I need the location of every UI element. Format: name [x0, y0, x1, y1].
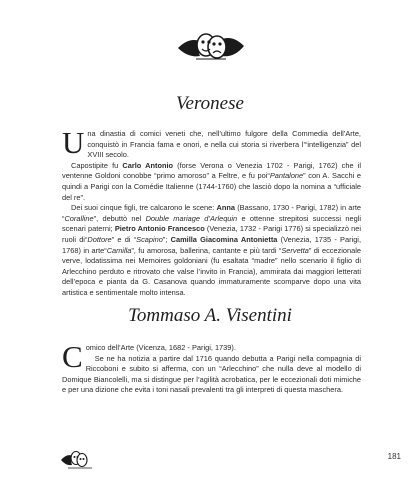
section-title-veronese: Veronese: [176, 93, 244, 114]
person-name: Anna: [216, 203, 235, 213]
drop-cap: U: [62, 125, 85, 160]
person-name: Camilla Giacomina Antonietta: [170, 234, 278, 244]
paragraph-career: Se ne ha notizia a partire dal 1716 quando debutta a Parigi nella compagnia di Riccoboni e subito si afferma, con un “Arlecchino” che nulla deve al modello di Domique Biancolelli, ma si distingue per l’agilità acrobatica, per le eccezionali doti mimiche e per una dizione che evita i toni nasali prevalenti tra gli interpreti di questa maschera.: [62, 353, 361, 395]
section-body-visentini: [62, 339, 361, 396]
section-body-veronese: [62, 125, 362, 299]
intro-paragraph: Comico dell’Arte (Vicenza, 1682 - Parigi, 1739).: [62, 339, 236, 374]
page-number: 181: [387, 452, 401, 461]
person-name: Pietro Antonio Francesco: [114, 224, 205, 234]
section-title-visentini: Tommaso A. Visentini: [128, 305, 292, 326]
masks-ornament-icon: [60, 448, 94, 470]
paragraph-carlo-antonio: Capostipite fu Carlo Antonio (forse Verona o Venezia 1702 - Parigi, 1762) che il ventenne Goldoni conobbe “primo amoroso” a Feltre, e fu poi“Pantalone” con A. Sacchi e quindi a Parigi con la Comédie Italienne (1744-1760) che lasciò dopo la nomina a “ufficiale del re”.: [62, 160, 361, 202]
intro-paragraph: Una dinastia di comici veneti che, nell’ultimo fulgore della Commedia dell’Arte, conquistò in Francia fama e onori, e nella cui storia si riverbera l’“intelligenzia” del XVIII secolo.: [62, 125, 361, 160]
person-name: Carlo Antonio: [122, 160, 174, 170]
theatre-masks-ornament-icon: [176, 28, 246, 64]
paragraph-children: Dei suoi cinque figli, tre calcarono le scene: Anna (Bassano, 1730 - Parigi, 1782) in arte “Coralline”, debuttò nel Double mariage d’Arlequin e ottenne strepitosi successi negli scenari paterni; Pietro Antonio Francesco (Venezia, 1732 - Parigi 1776) si specializzò nei ruoli di“Dottore” e di “Scapino”; Camilla Giacomina Antonietta (Venezia, 1735 - Parigi, 1768) in arte“Camilla”, fu amorosa, ballerina, cantante e più tardi “Servetta” di eccezionale verve, lodatissima nei Memoires goldoniani (fu esaltata “madre” nello scenario il figlio di Arlecchino perduto e ritrovato che valse l’invito in Francia), ammirata dai maggiori letterati dell’epoca e pianta da G. Casanova quando immaturamente scomparve dopo una vita artistica e sentimentale molto intensa.: [62, 203, 362, 297]
drop-cap: C: [62, 339, 83, 374]
